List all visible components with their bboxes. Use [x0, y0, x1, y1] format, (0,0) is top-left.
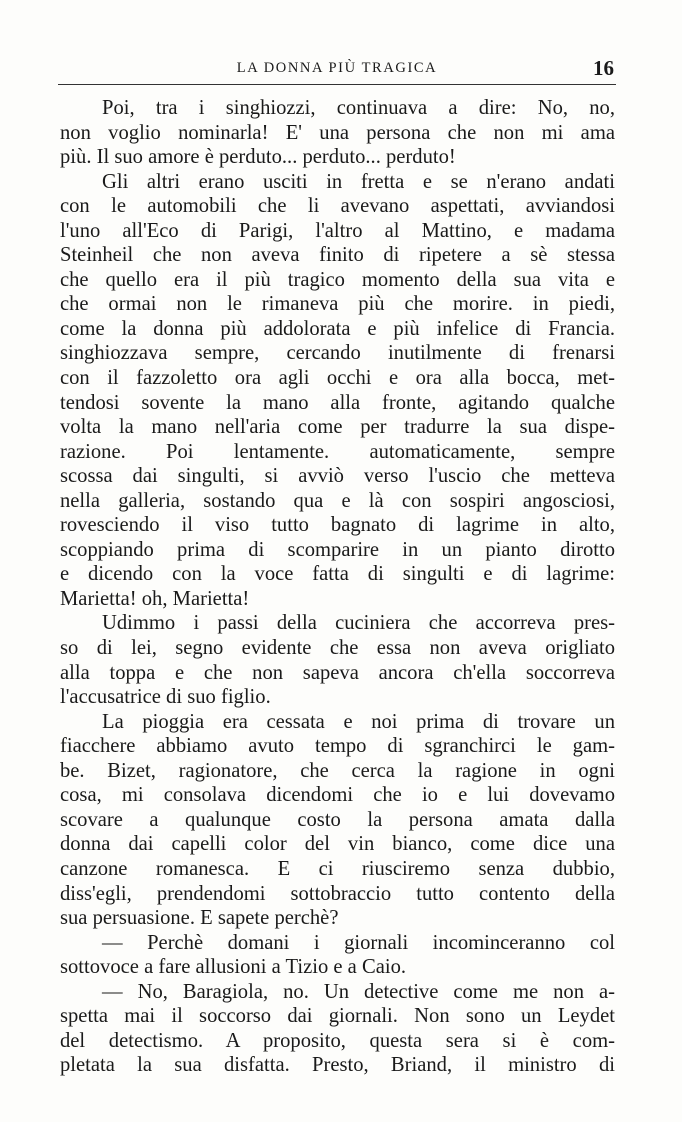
text-line: sottovoce a fare allusioni a Tizio e a Caio. [60, 956, 407, 979]
text-line: Udimmo i passi della cuciniera che accorreva pres- [102, 612, 615, 635]
body-text [60, 96, 615, 1078]
text-line: canzone romanesca. E ci riusciremo senza dubbio, [60, 857, 615, 880]
text-line: — Perchè domani i giornali incominceranno col [102, 931, 615, 954]
text-line: con il fazzoletto ora agli occhi e ora alla bocca, met- [60, 367, 615, 390]
text-line: scossa dai singulti, si avviò verso l'uscio che metteva [60, 465, 615, 488]
text-line: più. Il suo amore è perduto... perduto... perduto! [60, 146, 456, 169]
text-line: scoppiando prima di scomparire in un pianto dirotto [60, 538, 615, 561]
text-line: non voglio nominarla! E' una persona che non mi ama [60, 121, 615, 144]
text-line: Steinheil che non aveva finito di ripetere a sè stessa [60, 244, 615, 267]
text-line: La pioggia era cessata e noi prima di trovare un [102, 710, 615, 733]
page-header [60, 58, 614, 86]
text-line: Poi, tra i singhiozzi, continuava a dire: No, no, [102, 97, 615, 119]
page-number: 16 [593, 56, 614, 80]
text-line: come la donna più addolorata e più infelice di Francia. [60, 317, 615, 340]
text-line: be. Bizet, ragionatore, che cerca la ragione in ogni [60, 759, 615, 782]
text-line: tendosi sovente la mano alla fronte, agitando qualche [60, 391, 615, 414]
text-line: fiacchere abbiamo avuto tempo di sgranchirci le gam- [60, 735, 615, 758]
text-line: spetta mai il soccorso dai giornali. Non sono un Leydet [60, 1005, 615, 1028]
text-line: singhiozzava sempre, cercando inutilmente di frenarsi [60, 342, 615, 365]
text-line: volta la mano nell'aria come per tradurre la sua dispe- [60, 416, 615, 439]
text-line: razione. Poi lentamente. automaticamente, sempre [60, 440, 615, 463]
text-line: rovesciendo il viso tutto bagnato di lagrime in alto, [60, 514, 615, 537]
text-line: pletata la sua disfatta. Presto, Briand, il ministro di [60, 1054, 615, 1077]
header-rule [58, 84, 616, 85]
text-line: che ormai non le rimaneva più che morire. in piedi, [60, 293, 615, 316]
text-line: con le automobili che li avevano aspettati, avviandosi [60, 195, 615, 218]
text-line: — No, Baragiola, no. Un detective come me non a- [102, 980, 615, 1003]
text-line: Gli altri erano usciti in fretta e se n'erano andati [102, 170, 615, 193]
text-line: scovare a qualunque costo la persona amata dalla [60, 808, 615, 831]
text-line: diss'egli, prendendomi sottobraccio tutto contento della [60, 882, 615, 905]
text-line: l'uno all'Eco di Parigi, l'altro al Mattino, e madama [60, 219, 615, 242]
running-title: LA DONNA PIÙ TRAGICA [236, 60, 438, 76]
text-line: che quello era il più tragico momento della sua vita e [60, 268, 615, 291]
text-line: del detectismo. A proposito, questa sera si è com- [60, 1029, 615, 1052]
text-line: cosa, mi consolava dicendomi che io e lui dovevamo [60, 784, 615, 807]
text-line: nella galleria, sostando qua e là con sospiri angosciosi, [60, 489, 615, 512]
text-line: sua persuasione. E sapete perchè? [60, 907, 339, 930]
text-line: donna dai capelli color del vin bianco, come dice una [60, 833, 615, 856]
text-line: e dicendo con la voce fatta di singulti e di lagrime: [60, 563, 615, 586]
text-line: Marietta! oh, Marietta! [60, 587, 250, 610]
text-line: l'accusatrice di suo figlio. [60, 686, 271, 709]
text-line: so di lei, segno evidente che essa non aveva origliato [60, 637, 615, 660]
text-line: alla toppa e che non sapeva ancora ch'ella soccorreva [60, 661, 615, 684]
